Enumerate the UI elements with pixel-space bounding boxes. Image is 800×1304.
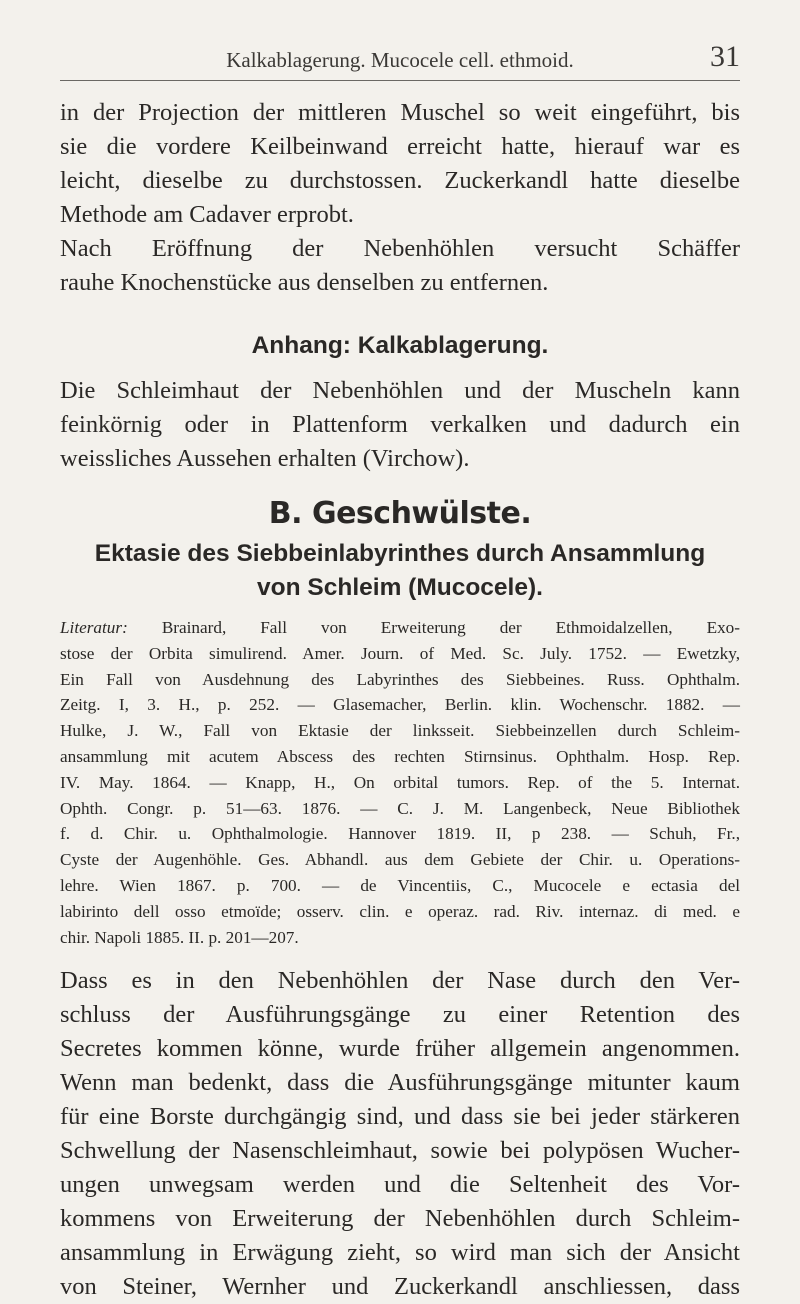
paragraph-4 xyxy=(60,964,740,1304)
text-line: ansammlung in Erwägung zieht, so wird man sich der Ansicht xyxy=(60,1239,740,1267)
text-line: für eine Borste durchgängig sind, und dass sie bei jeder stärkeren xyxy=(60,1103,740,1131)
text-line: Dass es in den Nebenhöhlen der Nase durch den Ver- xyxy=(60,967,740,995)
literature-line: Zeitg. I, 3. H., p. 252. — Glasemacher, Berlin. klin. Wochenschr. 1882. — xyxy=(60,695,740,715)
page-number: 31 xyxy=(710,40,740,73)
section-heading-geschwuelste: B. Geschwülste. xyxy=(268,496,532,531)
text-line: Wenn man bedenkt, dass die Ausführungsgänge mitunter kaum xyxy=(60,1069,740,1097)
literature-line: Ophth. Congr. p. 51—63. 1876. — C. J. M. Langenbeck, Neue Bibliothek xyxy=(60,798,740,818)
text-line: feinkörnig oder in Plattenform verkalken und dadurch ein xyxy=(60,411,740,438)
literature-line: f. d. Chir. u. Ophthalmologie. Hannover 1819. II, p 238. — Schuh, Fr., xyxy=(60,824,740,844)
text-line: kommens von Erweiterung der Nebenhöhlen durch Schleim- xyxy=(60,1205,740,1233)
literature-label: Literatur: xyxy=(60,618,128,637)
paragraph-3 xyxy=(60,374,740,476)
literature-line xyxy=(60,615,740,641)
literature-line: Ein Fall von Ausdehnung des Labyrinthes des Siebbeines. Russ. Ophthalm. xyxy=(60,669,740,689)
text-line: Methode am Cadaver erprobt. xyxy=(60,201,354,228)
literature-text: Brainard, Fall von Erweiterung der Ethmoidalzellen, Exo- xyxy=(161,618,740,637)
text-line: Secretes kommen könne, wurde früher allgemein angenommen. xyxy=(60,1035,740,1063)
text-line: sie die vordere Keilbeinwand erreicht hatte, hierauf war es xyxy=(60,133,740,160)
heading-line: von Schleim (Mucocele). xyxy=(257,574,543,601)
section-heading-anhang: Anhang: Kalkablagerung. xyxy=(251,332,549,359)
literature-line: stose der Orbita simulirend. Amer. Journ. of Med. Sc. July. 1752. — Ewetzky, xyxy=(60,643,740,663)
text-line: schluss der Ausführungsgänge zu einer Retention des xyxy=(60,1001,740,1029)
literature-line: Cyste der Augenhöhle. Ges. Abhandl. aus dem Gebiete der Chir. u. Operations- xyxy=(60,850,740,870)
paragraph-1 xyxy=(60,96,740,232)
text-line: ungen unwegsam werden und die Seltenheit des Vor- xyxy=(60,1171,740,1199)
text-line: von Steiner, Wernher und Zuckerkandl anschliessen, dass xyxy=(60,1273,740,1301)
literature-line: IV. May. 1864. — Knapp, H., On orbital tumors. Rep. of the 5. Internat. xyxy=(60,772,740,792)
literature-line: Hulke, J. W., Fall von Ektasie der linksseit. Siebbeinzellen durch Schleim- xyxy=(60,721,740,741)
running-title: Kalkablagerung. Mucocele cell. ethmoid. xyxy=(226,48,574,72)
paragraph-2 xyxy=(60,232,740,300)
text-line: leicht, dieselbe zu durchstossen. Zuckerkandl hatte dieselbe xyxy=(60,167,740,194)
text-line: in der Projection der mittleren Muschel so weit eingeführt, bis xyxy=(60,99,740,126)
literature-line: labirinto dell osso etmoïde; osserv. clin. e operaz. rad. Riv. internaz. di med. e xyxy=(60,901,740,921)
text-line: Die Schleimhaut der Nebenhöhlen und der Muscheln kann xyxy=(60,377,740,404)
running-header xyxy=(60,40,740,81)
section-heading-ektasie xyxy=(60,537,740,605)
text-line: rauhe Knochenstücke aus denselben zu entfernen. xyxy=(60,269,549,296)
page-body xyxy=(60,96,740,1304)
heading-line: Ektasie des Siebbeinlabyrinthes durch Ansammlung xyxy=(94,540,706,567)
literature-line: chir. Napoli 1885. II. p. 201—207. xyxy=(60,927,299,947)
literature-line: lehre. Wien 1867. p. 700. — de Vincentiis, C., Mucocele e ectasia del xyxy=(60,875,740,895)
text-line: Nach Eröffnung der Nebenhöhlen versucht Schäffer xyxy=(60,235,740,262)
text-line: weissliches Aussehen erhalten (Virchow). xyxy=(60,445,470,472)
text-line: Schwellung der Nasenschleimhaut, sowie bei polypösen Wucher- xyxy=(60,1137,740,1165)
literature-block xyxy=(60,615,740,950)
literature-line: ansammlung mit acutem Abscess des rechten Stirnsinus. Ophthalm. Hosp. Rep. xyxy=(60,746,740,766)
